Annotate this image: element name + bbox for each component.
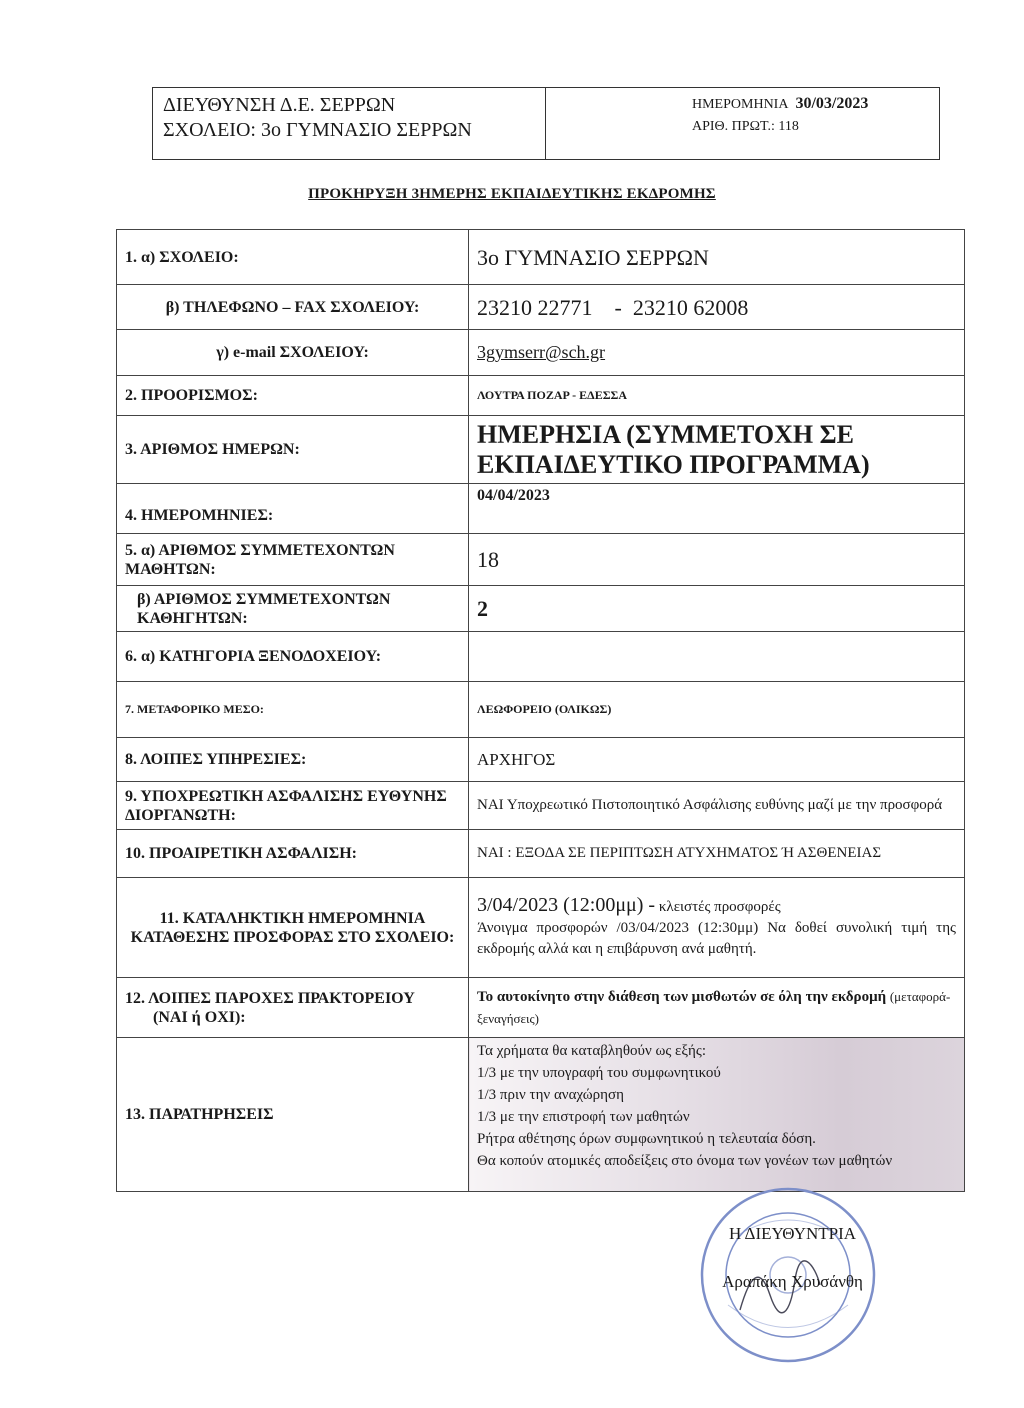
phone-label: β) ΤΗΛΕΦΩΝΟ – FAX ΣΧΟΛΕΙΟΥ: (117, 285, 469, 330)
teachers-label: β) ΑΡΙΘΜΟΣ ΣΥΜΜΕΤΕΧΟΝΤΩΝ ΚΑΘΗΓΗΤΩΝ: (117, 586, 469, 632)
optional-insurance-value: ΝΑΙ : ΕΞΟΔΑ ΣΕ ΠΕΡΙΠΤΩΣΗ ΑΤΥΧΗΜΑΤΟΣ Ή ΑΣΘΕΝΕΙΑΣ (469, 830, 965, 878)
table-row (117, 782, 965, 830)
agency-label-2: (ΝΑΙ ή ΟΧΙ): (153, 1008, 246, 1026)
mandatory-insurance-value: ΝΑΙ Υποχρεωτικό Πιστοποιητικό Ασφάλισης ευθύνης μαζί με την προσφορά (469, 782, 965, 830)
protocol-value: 118 (778, 119, 799, 134)
table-row (117, 534, 965, 586)
destination-label: 2. ΠΡΟΟΡΙΣΜΟΣ: (117, 376, 469, 416)
date-label: ΗΜΕΡΟΜΗΝΙΑ (692, 97, 789, 112)
deadline-closed: κλειστές προσφορές (658, 899, 781, 915)
date-value: 30/03/2023 (795, 95, 869, 112)
transport-label: 7. ΜΕΤΑΦΟΡΙΚΟ ΜΕΣΟ: (117, 682, 469, 738)
remarks-line: Ρήτρα αθέτησης όρων συμφωνητικού η τελευταία δόση. (477, 1131, 816, 1147)
school-text: ΣΧΟΛΕΙΟ: 3ο ΓΥΜΝΑΣΙΟ ΣΕΡΡΩΝ (163, 119, 472, 141)
remarks-line: Τα χρήματα θα καταβληθούν ως εξής: (477, 1043, 706, 1059)
header-left (153, 88, 546, 159)
header-box (152, 87, 940, 160)
agency-value: Το αυτοκίνητο στην διάθεση των μισθωτών σε όλη την εκδρομή (477, 988, 887, 1005)
remarks-line: 1/3 πριν την αναχώρηση (477, 1087, 624, 1103)
optional-insurance-label: 10. ΠΡΟΑΙΡΕΤΙΚΗ ΑΣΦΑΛΙΣΗ: (117, 830, 469, 878)
agency-label: 12. ΛΟΙΠΕΣ ΠΑΡΟΧΕΣ ΠΡΑΚΤΟΡΕΙΟΥ (125, 989, 415, 1007)
deadline-details: Άνοιγμα προσφορών /03/04/2023 (12:30μμ) Να δοθεί συνολική τιμή της εκδρομής αλλά και η επιβάρυνση ανά μαθητή. (477, 920, 956, 957)
days-value: ΗΜΕΡΗΣΙΑ (ΣΥΜΜΕΤΟΧΗ ΣΕ ΕΚΠΑΙΔΕΥΤΙΚΟ ΠΡΟΓΡΑΜΜΑ) (469, 416, 965, 484)
table-row (117, 632, 965, 682)
table-row (117, 330, 965, 376)
dates-value: 04/04/2023 (469, 484, 965, 534)
remarks-label: 13. ΠΑΡΑΤΗΡΗΣΕΙΣ (117, 1038, 469, 1192)
table-row (117, 285, 965, 330)
email-value: 3gymserr@sch.gr (469, 330, 965, 376)
deadline-label: 11. ΚΑΤΑΛΗΚΤΙΚΗ ΗΜΕΡΟΜΗΝΙΑ ΚΑΤΑΘΕΣΗΣ ΠΡΟΣΦΟΡΑΣ ΣΤΟ ΣΧΟΛΕΙΟ: (117, 878, 469, 978)
phone-value: 23210 22771 - 23210 62008 (469, 285, 965, 330)
dates-label: 4. ΗΜΕΡΟΜΗΝΙΕΣ: (117, 484, 469, 534)
students-value: 18 (469, 534, 965, 586)
table-row (117, 484, 965, 534)
teachers-value: 2 (469, 586, 965, 632)
school-value: 3ο ΓΥΜΝΑΣΙΟ ΣΕΡΡΩΝ (469, 230, 965, 285)
signature-role: Η ΔΙΕΥΘΥΝΤΡΙΑ (728, 1224, 857, 1243)
services-label: 8. ΛΟΙΠΕΣ ΥΠΗΡΕΣΙΕΣ: (117, 738, 469, 782)
students-label: 5. α) ΑΡΙΘΜΟΣ ΣΥΜΜΕΤΕΧΟΝΤΩΝ ΜΑΘΗΤΩΝ: (117, 534, 469, 586)
table-row (117, 682, 965, 738)
header-right (546, 88, 939, 159)
table-row (117, 376, 965, 416)
hotel-value (469, 632, 965, 682)
transport-value: ΛΕΩΦΟΡΕΙΟ (ΟΛΙΚΩΣ) (469, 682, 965, 738)
hotel-label: 6. α) ΚΑΤΗΓΟΡΙΑ ΞΕΝΟΔΟΧΕΙΟΥ: (117, 632, 469, 682)
table-row (117, 878, 965, 978)
document-title: ΠΡΟΚΗΡΥΞΗ 3ΗΜΕΡΗΣ ΕΚΠΑΙΔΕΥΤΙΚΗΣ ΕΚΔΡΟΜΗΣ (308, 186, 716, 202)
table-row (117, 1038, 965, 1192)
protocol-label: ΑΡΙΘ. ΠΡΩΤ.: (692, 119, 775, 134)
services-value: ΑΡΧΗΓΟΣ (469, 738, 965, 782)
remarks-line: 1/3 με την υπογραφή του συμφωνητικού (477, 1065, 721, 1081)
remarks-line: Θα κοπούν ατομικές αποδείξεις στο όνομα των γονέων των μαθητών (477, 1153, 893, 1169)
table-row (117, 586, 965, 632)
remarks-line: 1/3 με την επιστροφή των μαθητών (477, 1109, 690, 1125)
email-label: γ) e-mail ΣΧΟΛΕΙΟΥ: (117, 330, 469, 376)
table-row (117, 230, 965, 285)
signature-name: Αραπάκη Χρυσάνθη (722, 1272, 863, 1291)
table-row (117, 738, 965, 782)
table-row (117, 830, 965, 878)
directorate-text: ΔΙΕΥΘΥΝΣΗ Δ.Ε. ΣΕΡΡΩΝ (163, 94, 396, 116)
agency-note: (μεταφορά- ξεναγήσεις) (477, 988, 951, 1026)
signature-block (700, 1210, 885, 1306)
table-row (117, 416, 965, 484)
days-label: 3. ΑΡΙΘΜΟΣ ΗΜΕΡΩΝ: (117, 416, 469, 484)
table-row (117, 978, 965, 1038)
trip-table (116, 229, 965, 1192)
mandatory-insurance-label: 9. ΥΠΟΧΡΕΩΤΙΚΗ ΑΣΦΑΛΙΣΗΣ ΕΥΘΥΝΗΣ ΔΙΟΡΓΑΝΩΤΗ: (117, 782, 469, 830)
deadline-date: 3/04/2023 (12:00μμ) - (477, 894, 656, 916)
school-label: 1. α) ΣΧΟΛΕΙΟ: (117, 230, 469, 285)
destination-value: ΛΟΥΤΡΑ ΠΟΖΑΡ - ΕΔΕΣΣΑ (469, 376, 965, 416)
